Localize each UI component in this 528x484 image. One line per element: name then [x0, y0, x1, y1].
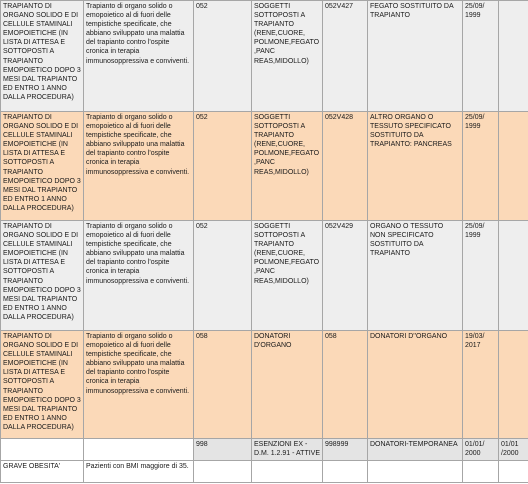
group-code-cell — [194, 1, 252, 112]
end-date-cell — [499, 221, 528, 331]
table-row — [1, 439, 528, 461]
condition-text: TRAPIANTO DI ORGANO SOLIDO E DI CELLULE STAMINALI EMOPOIETICHE (IN LISTA DI ATTESA E SOTTOPOSTI A TRAPIANTO EMOPOIETICO DOPO 3 MESI DAL TRAPIANTO ED ENTRO 1 ANNO DALLA PROCEDURA) — [3, 3, 81, 101]
start-date-text: 25/09/ 1999 — [465, 3, 485, 20]
exemption-name-text: ORGANO O TESSUTO NON SPECIFICATO SOSTITUITO DA TRAPIANTO — [370, 223, 444, 258]
exemption-code-text: 052V427 — [325, 3, 354, 10]
description-cell — [84, 331, 194, 439]
start-date-cell — [463, 439, 499, 461]
start-date-text: 01/01/ 2000 — [465, 441, 485, 458]
exemption-name-text: DONATORI-TEMPORANEA — [370, 441, 458, 448]
group-code-text: 052 — [196, 114, 208, 121]
end-date-cell — [499, 439, 528, 461]
table-row — [1, 331, 528, 439]
table-row — [1, 1, 528, 112]
description-cell — [84, 221, 194, 331]
description-text: Trapianto di organo solido o emopoietico al di fuori delle tempistiche specificate, che abbiano sviluppato una malattia del trapianto contro l'ospite cronica in terapia immunosoppressiva e conviventi. — [86, 223, 190, 285]
description-text: Pazienti con BMI maggiore di 35. — [86, 463, 189, 470]
condition-cell — [1, 1, 84, 112]
start-date-text: 25/09/ 1999 — [465, 114, 485, 131]
group-name-cell — [252, 331, 323, 439]
group-name-text: DONATORI D'ORGANO — [254, 333, 292, 350]
group-code-cell — [194, 461, 252, 483]
end-date-text: 01/01 /2000 — [501, 441, 519, 458]
end-date-cell — [499, 112, 528, 221]
exemption-code-cell — [323, 112, 368, 221]
start-date-text: 25/09/ 1999 — [465, 223, 485, 240]
group-code-text: 998 — [196, 441, 208, 448]
group-name-text: SOGGETTI SOTTOPOSTI A TRAPIANTO (RENE,CUORE, POLMONE,FEGATO,PANC REAS,MIDOLLO) — [254, 114, 320, 176]
start-date-text: 19/03/ 2017 — [465, 333, 485, 350]
group-name-cell — [252, 221, 323, 331]
exemption-code-text: 052V429 — [325, 223, 354, 230]
condition-cell — [1, 331, 84, 439]
exemption-code-cell — [323, 461, 368, 483]
table-row — [1, 461, 528, 483]
group-name-cell — [252, 1, 323, 112]
exemption-name-text: DONATORI D''ORGANO — [370, 333, 448, 340]
description-cell — [84, 461, 194, 483]
group-code-text: 058 — [196, 333, 208, 340]
start-date-cell — [463, 461, 499, 483]
exemption-name-cell — [368, 331, 463, 439]
exemption-code-text: 052V428 — [325, 114, 354, 121]
exemption-code-text: 058 — [325, 333, 337, 340]
start-date-cell — [463, 221, 499, 331]
group-code-cell — [194, 221, 252, 331]
exemption-code-cell — [323, 1, 368, 112]
condition-cell — [1, 439, 84, 461]
condition-text: GRAVE OBESITA' — [3, 463, 61, 470]
condition-cell — [1, 221, 84, 331]
exemption-name-cell — [368, 439, 463, 461]
end-date-cell — [499, 461, 528, 483]
description-text: Trapianto di organo solido o emopoietico al di fuori delle tempistiche specificate, che abbiano sviluppato una malattia del trapianto contro l'ospite cronica in terapia immunosoppressiva e conviventi. — [86, 333, 190, 395]
group-code-text: 052 — [196, 3, 208, 10]
condition-cell — [1, 461, 84, 483]
group-name-cell — [252, 112, 323, 221]
description-cell — [84, 439, 194, 461]
condition-cell — [1, 112, 84, 221]
table-row — [1, 112, 528, 221]
exemption-code-cell — [323, 221, 368, 331]
table-row — [1, 221, 528, 331]
condition-text: TRAPIANTO DI ORGANO SOLIDO E DI CELLULE STAMINALI EMOPOIETICHE (IN LISTA DI ATTESA E SOTTOPOSTI A TRAPIANTO EMOPOIETICO DOPO 3 MESI DAL TRAPIANTO ED ENTRO 1 ANNO DALLA PROCEDURA) — [3, 223, 81, 321]
end-date-cell — [499, 1, 528, 112]
description-text: Trapianto di organo solido o emopoietico al di fuori delle tempistiche specificate, che abbiano sviluppato una malattia del trapianto contro l'ospite cronica in terapia immunosoppressiva e conviventi. — [86, 114, 190, 176]
group-code-cell — [194, 439, 252, 461]
exemption-code-cell — [323, 331, 368, 439]
exemption-code-text: 998999 — [325, 441, 349, 448]
group-code-text: 052 — [196, 223, 208, 230]
group-name-text: ESENZIONI EX - D.M. 1.2.91 - ATTIVE — [254, 441, 321, 458]
description-text: Trapianto di organo solido o emopoietico al di fuori delle tempistiche specificate, che abbiano sviluppato una malattia del trapianto contro l'ospite cronica in terapia immunosoppressiva e conviventi. — [86, 3, 190, 65]
condition-text: TRAPIANTO DI ORGANO SOLIDO E DI CELLULE STAMINALI EMOPOIETICHE (IN LISTA DI ATTESA E SOTTOPOSTI A TRAPIANTO EMOPOIETICO DOPO 3 MESI DAL TRAPIANTO ED ENTRO 1 ANNO DALLA PROCEDURA) — [3, 333, 81, 431]
description-cell — [84, 112, 194, 221]
start-date-cell — [463, 112, 499, 221]
group-name-cell — [252, 461, 323, 483]
exemption-name-text: ALTRO ORGANO O TESSUTO SPECIFICATO SOSTITUITO DA TRAPIANTO: PANCREAS — [370, 114, 452, 149]
start-date-cell — [463, 331, 499, 439]
group-name-text: SOGGETTI SOTTOPOSTI A TRAPIANTO (RENE,CUORE, POLMONE,FEGATO,PANC REAS,MIDOLLO) — [254, 3, 320, 65]
start-date-cell — [463, 1, 499, 112]
end-date-cell — [499, 331, 528, 439]
exemption-code-cell — [323, 439, 368, 461]
group-code-cell — [194, 112, 252, 221]
condition-text: TRAPIANTO DI ORGANO SOLIDO E DI CELLULE STAMINALI EMOPOIETICHE (IN LISTA DI ATTESA E SOTTOPOSTI A TRAPIANTO EMOPOIETICO DOPO 3 MESI DAL TRAPIANTO ED ENTRO 1 ANNO DALLA PROCEDURA) — [3, 114, 81, 212]
description-cell — [84, 1, 194, 112]
exemption-name-text: FEGATO SOSTITUITO DA TRAPIANTO — [370, 3, 454, 20]
exemption-name-cell — [368, 221, 463, 331]
exemption-name-cell — [368, 112, 463, 221]
group-name-cell — [252, 439, 323, 461]
exemption-name-cell — [368, 461, 463, 483]
exemption-name-cell — [368, 1, 463, 112]
group-name-text: SOGGETTI SOTTOPOSTI A TRAPIANTO (RENE,CUORE, POLMONE,FEGATO,PANC REAS,MIDOLLO) — [254, 223, 320, 285]
group-code-cell — [194, 331, 252, 439]
